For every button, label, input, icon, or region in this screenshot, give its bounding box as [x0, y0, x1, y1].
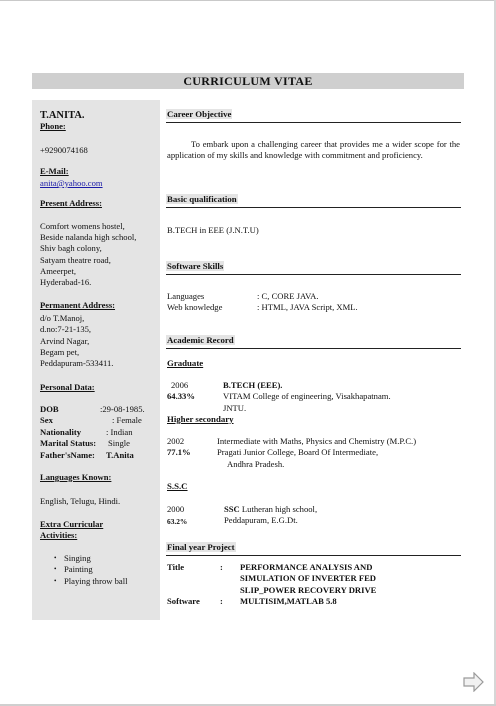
ssc-prefix: SSC: [224, 504, 240, 514]
software-skills-heading-text: Software Skills: [167, 261, 224, 271]
hs-year: 2002: [167, 436, 185, 446]
skill-key: Languages: [167, 291, 205, 301]
project-title-line: SIMULATION OF INVERTER FED: [240, 573, 377, 583]
basic-qualification-heading-text: Basic qualification: [167, 194, 237, 204]
dob-value: :29-08-1985.: [100, 404, 145, 414]
ssc-school: [224, 504, 317, 515]
present-address-line: Shiv bagh colony,: [40, 243, 102, 253]
activities-list: [54, 553, 128, 587]
phone-number: +9290074168: [40, 145, 88, 155]
present-address-line: Beside nalanda high school,: [40, 232, 137, 242]
academic-record-heading: [166, 335, 461, 349]
list-item: • Playing throw ball: [54, 576, 128, 587]
personal-data-label: Personal Data:: [40, 382, 95, 392]
permanent-address-label: Permanent Address:: [40, 300, 116, 310]
software-skills-heading: [166, 261, 461, 275]
graduate-affiliation: JNTU.: [223, 403, 247, 413]
hs-college-place: Andhra Pradesh.: [227, 459, 285, 469]
final-year-project-heading-text: Final year Project: [167, 542, 235, 552]
sex-value: : Female: [112, 415, 142, 425]
final-year-project-heading: [166, 542, 461, 556]
basic-qualification-heading: [166, 194, 461, 208]
ssc-place: Peddapuram, E.G.Dt.: [224, 515, 298, 525]
candidate-name: T.ANITA.: [40, 110, 85, 121]
permanent-address-line: d/o T.Manoj,: [40, 313, 85, 323]
project-title-line: SLIP_POWER RECOVERY DRIVE: [240, 585, 377, 595]
permanent-address-line: Begam pet,: [40, 347, 80, 357]
email-label: E-Mail:: [40, 166, 69, 176]
ssc-percent: 63.2%: [167, 517, 188, 526]
project-software-value: MULTISIM,MATLAB 5.8: [240, 596, 337, 606]
graduate-degree: B.TECH (EEE).: [223, 380, 283, 390]
activities-label: Activities:: [40, 530, 78, 540]
hs-college: Pragati Junior College, Board Of Intermediate,: [217, 447, 379, 457]
project-title-label: Title: [167, 562, 185, 572]
nationality-value: : Indian: [106, 427, 133, 437]
skill-value: : C, CORE JAVA.: [257, 291, 319, 301]
hs-percent: 77.1%: [167, 447, 191, 457]
skill-value: : HTML, JAVA Script, XML.: [257, 302, 358, 312]
present-address-line: Comfort womens hostel,: [40, 221, 125, 231]
basic-qualification-text: B.TECH in EEE (J.N.T.U): [167, 225, 259, 235]
page-frame-top: [0, 0, 496, 1]
academic-record-heading-text: Academic Record: [167, 335, 234, 345]
hs-course: Intermediate with Maths, Physics and Chemistry (M.P.C.): [217, 436, 417, 446]
email-link[interactable]: anita@yahoo.com: [40, 178, 103, 188]
nationality-key: Nationality: [40, 427, 82, 437]
document-title: CURRICULUM VITAE: [32, 73, 464, 89]
skill-key: Web knowledge: [167, 302, 223, 312]
project-software-label: Software: [167, 596, 200, 606]
extra-curricular-label: Extra Curricular: [40, 519, 104, 529]
permanent-address-line: d.no:7-21-135,: [40, 324, 92, 334]
fathers-name-value: T.Anita: [106, 450, 134, 460]
graduate-college: VITAM College of engineering, Visakhapatnam.: [223, 391, 391, 401]
career-objective-heading: [166, 109, 461, 123]
career-objective-text: To embark upon a challenging career that provides me a wider scope for the application of my skills and knowledge with commitment and proficiency.: [167, 139, 460, 161]
list-item: • Singing: [54, 553, 128, 564]
present-address-line: Hyderabad-16.: [40, 277, 92, 287]
project-title-line: PERFORMANCE ANALYSIS AND: [240, 562, 373, 572]
permanent-address-line: Peddapuram-533411.: [40, 358, 114, 368]
graduate-percent: 64.33%: [167, 391, 195, 401]
marital-status-key: Marital Status:: [40, 438, 97, 448]
ssc-label: S.S.C: [167, 481, 188, 491]
dob-key: DOB: [40, 404, 59, 414]
present-address-line: Satyam theatre road,: [40, 255, 111, 265]
fathers-name-key: Father'sName:: [40, 450, 95, 460]
graduate-label: Graduate: [167, 358, 204, 368]
list-item: • Painting: [54, 564, 128, 575]
present-address-line: Ameerpet,: [40, 266, 77, 276]
languages-label: Languages Known:: [40, 472, 112, 482]
phone-label: Phone:: [40, 121, 66, 131]
next-page-arrow-icon[interactable]: [462, 672, 484, 692]
permanent-address-line: Arvind Nagar,: [40, 336, 90, 346]
ssc-year: 2000: [167, 504, 185, 514]
present-address-label: Present Address:: [40, 198, 102, 208]
career-objective-heading-text: Career Objective: [167, 109, 232, 119]
marital-status-value: Single: [108, 438, 130, 448]
graduate-year: 2006: [171, 380, 189, 390]
higher-secondary-label: Higher secondary: [167, 414, 234, 424]
sex-key: Sex: [40, 415, 53, 425]
ssc-school-name: Lutheran high school,: [239, 504, 318, 514]
project-software-colon: :: [220, 596, 223, 606]
languages-value: English, Telugu, Hindi.: [40, 496, 121, 506]
project-title-colon: :: [220, 562, 223, 572]
